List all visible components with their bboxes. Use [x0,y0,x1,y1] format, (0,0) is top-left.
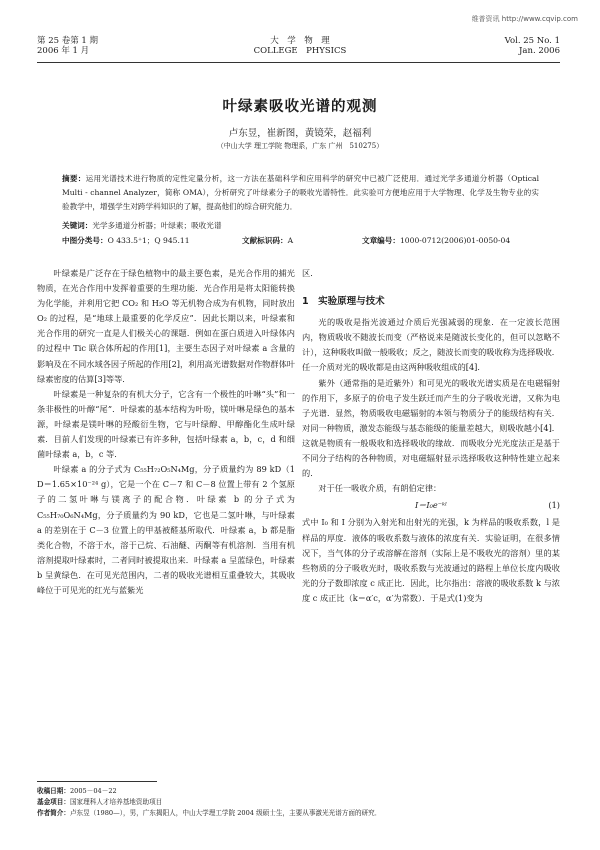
fund-label: 基金项目： [37,798,70,806]
equation-body: I＝I₀e⁻ᵏˡ [414,500,448,511]
keywords-label: 关键词： [62,221,93,230]
equation-number: (1) [548,500,560,511]
paragraph-structure: 叶绿素是一种复杂的有机大分子，它含有一个极性的叶啉“头”和一条非极性的叶醇“尾”．叶绿素的基本结构为叶吩，镁叶啉是绿色的基本源，叶绿素是镁叶啉的羟酸衍生物，它与叶绿醇、甲醇酯化生成叶绿素．目前人们发现的叶绿素已有许多种，包括叶绿素 a，b，c，d 和细菌叶绿素 a，b，c 等． [37,388,295,460]
right-column [302,266,560,606]
author-bio-text: 卢东昱（1980—），男，广东揭阳人，中山大学理工学院 2004 级硕士生，主要从事激光光谱方面的研究． [69,809,382,817]
publication-date: 2006 年 1 月 [37,46,90,56]
volume-issue-en: Vol. 25 No. 1 [504,36,560,46]
journal-name-en: COLLEGE PHYSICS [253,46,347,56]
watermark: 维普资讯 http://www.cqvip.com [471,15,578,23]
author-affiliation: （中山大学 理工学院 物理系，广东 广州 510275） [216,142,384,150]
abstract [62,172,539,214]
keywords [62,219,539,233]
volume-issue: 第 25 卷第 1 期 [37,36,99,46]
left-column [37,266,295,598]
header-rule [37,62,560,63]
clc-label: 中图分类号： [62,236,108,245]
journal-name-cn: 大 学 物 理 [270,36,330,46]
document-code [242,234,293,248]
keywords-text: 光学多通道分析器；叶绿素；吸收光谱 [92,221,222,230]
publication-date-en: Jan. 2006 [519,46,560,56]
section-heading: 1 实验原理与技术 [302,296,385,308]
footnote-fund [37,797,560,808]
paragraph-lambert: 对于任一吸收介质，有朗伯定律： [318,483,442,494]
article-number [362,234,510,248]
paragraph-beer: 式中 I₀ 和 I 分别为入射光和出射光的光强，k 为样品的吸收系数，l 是样品的厚度．液体的吸收系数与液体的浓度有关．实验证明，在很多情况下，当气体的分子或溶解在溶剂（实际上是不吸收光的溶剂）里的某些物质的分子吸收光时，吸收系数与光波通过的路程上单位长度内吸收光的分子数即浓度 c 成正比．因此，比尔指出：溶液的吸收系数 k 与浓度 c 成正比（k＝α′c，α′为常数）．于是式(1)变为 [302,517,560,603]
paragraph-absorption: 光的吸收是指光波通过介质后光强减弱的现象．在一定波长范围内，物质吸收不随波长而变（严格说来是随波长变化的，但可以忽略不计），这种吸收叫做一般吸收；反之，随波长而变的吸收称为选择吸收．任一介质对光的吸收都是由这两种吸收组成的[4]． [302,317,560,373]
article-number-value: 1000-0712(2006)01-0050-04 [399,236,511,245]
received-label: 收稿日期： [37,787,70,795]
doc-code-value: A [287,236,294,245]
journal-volume-info-en [505,36,560,56]
fund-text: 国家理科人才培养基地资助项目 [69,798,163,806]
doc-code-label: 文献标识码： [242,236,288,245]
author-bio-label: 作者简介： [37,809,70,817]
footnote-author [37,808,560,819]
footnotes [37,786,560,819]
paragraph-uv-visible: 紫外（通常指的是近紫外）和可见光的吸收光谱实质是在电磁辐射的作用下，多原子的价电子发生跃迁而产生的分子吸收光谱，又称为电子光谱．显然，物质吸收电磁辐射的本领与物质分子的能级结构有关．对同一种物质，激发态能级与基态能级的能量差越大，则吸收越小[4]．这就是物质有一般吸收和选择吸收的缘故．而吸收分光光度法正是基于不同分子结构的各种物质，对电磁辐射显示选择吸收这种特性建立起来的． [302,377,560,479]
article-number-label: 文章编号： [362,236,400,245]
abstract-text: 运用光谱技术进行物质的定性定量分析，这一方法在基础科学和应用科学的研究中已被广泛使用．通过光学多通道分析器（Optical Multi - channel Analyzer，简称 OMA），分析研究了叶绿素分子的吸收光谱特性．此实验可方便地应用于大学物理、化学及生物专业的实验教学中，增强学生对跨学科知识的了解，提高他们的综合研究能力． [62,174,540,211]
article-title: 叶绿素吸收光谱的观测 [222,99,378,115]
paragraph-chlorophyll-ab: 叶绿素 a 的分子式为 C₅₅H₇₂O₅N₄Mg，分子质量约为 89 kD（1 D＝1.65×10⁻²⁴ g），它是一个在 C－7 和 C－8 位置上带有 2 个氢原子的二氢叶啉与镁离子的配合物．叶绿素 b 的分子式为 C₅₅H₇₀O₆N₄Mg，分子质量约为 90 kD，它也是二氢叶啉，与叶绿素 a 的差别在于 C－3 位置上的甲基被醛基所取代．叶绿素 a，b 都是脂类化合物，不溶于水，溶于己烷、石油醚、丙酮等有机溶剂．当用有机溶剂提取叶绿素时，二者同时被提取出来．叶绿素 a 呈蓝绿色，叶绿素 b 呈黄绿色．在可见光范围内，二者的吸收光谱相互重叠较大，其吸收峰位于可见光的红光与蓝紫光 [37,464,295,595]
paragraph-continuation: 区． [302,268,319,278]
classification-line [62,234,539,248]
paragraph-intro: 叶绿素是广泛存在于绿色植物中的最主要色素，是光合作用的捕光物质，在光合作用中发挥着重要的生理功能．光合作用是将太阳能转换为化学能，并利用它把 CO₂ 和 H₂O 等无机物合成为有机物，同时放出 O₂ 的过程，是“地球上最重要的化学反应”．因此长期以来，叶绿素和光合作用的研究一直是人们极关心的课题．例如在蛋白质进入叶绿体内的过程中 Tic 联合体所起的作用[1]，主要生态因子对叶绿素 a 含量的影响及在不同水域各因子所起的作用[2]，利用高光谱数据对作物群体叶绿素密度的估算[3]等等． [37,268,295,384]
abstract-label: 摘要： [62,174,86,183]
equation-lambert [302,498,560,513]
footnote-received [37,786,560,797]
received-date: 2005－04－22 [69,787,117,795]
clc-number: O 433.5⁺1；Q 945.11 [107,236,190,245]
article-authors: 卢东昱，崔新图，黄镜荣，赵福利 [228,128,372,139]
footnote-rule [37,781,157,782]
